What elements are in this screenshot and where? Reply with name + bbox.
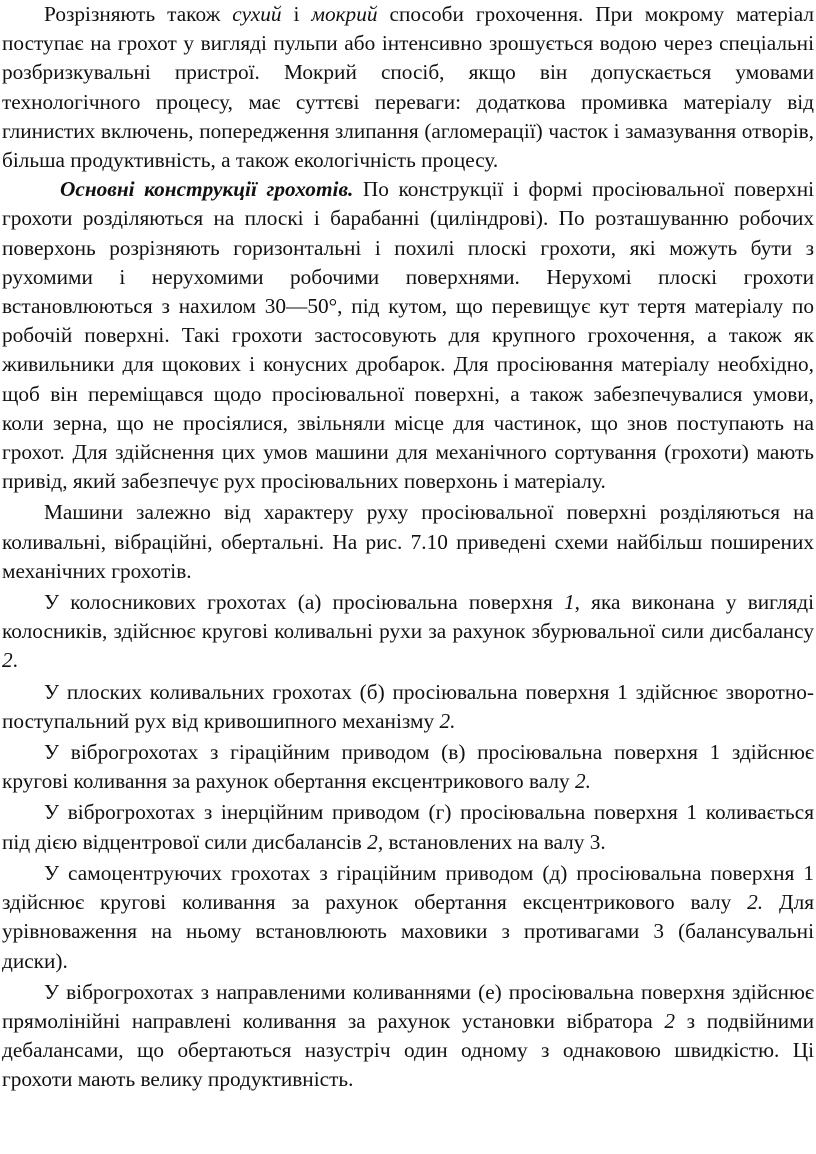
section-heading: Основні конструкції грохотів.: [60, 177, 354, 202]
italic-number: 2.: [575, 769, 591, 794]
text-span: По конструкції і формі просіювальної поверхні грохоти розділяються на плоскі і барабанні (циліндрові). По розташуванню робочих поверхонь розрізняють горизонтальні і похилі плоскі грохоти, які можуть бути з рухомими і нерухомими робочими поверхнями. Нерухомі плоскі грохоти встановлюються з нахилом 30—50°, під кутом, що перевищує кут тертя матеріалу по робочій поверхні. Такі грохоти застосовують для крупного грохочення, а також як живильники для щокових і конусних дробарок. Для просіювання матеріалу необхідно, щоб він переміщався щодо просіювальної поверхні, а також забезпечувалися умови, коли зерна, що не просіялися, звільняли місце для частинок, що знов поступають на грохот. Для здійснення цих умов машини для механічного сортування (грохоти) мають привід, який забезпечує рух просіювальних поверхонь і матеріалу.: [2, 177, 815, 494]
italic-term-dry: сухий: [232, 2, 282, 26]
italic-number: 2,: [367, 829, 384, 854]
italic-number: 2: [664, 1008, 676, 1033]
document-page: [2, 0, 814, 1095]
italic-term-wet: мокрий: [311, 2, 378, 26]
text-span: Для урівноваження на ньому встановлюють маховики з противагами 3 (балансувальні диски).: [2, 890, 814, 973]
text-span: Розрізняють також: [44, 2, 233, 26]
text-span: з подвійними дебалансами, що обертаються назустріч один одному з однаковою швидкістю. Ці грохоти мають велику продуктивність.: [2, 1008, 815, 1092]
italic-number: 2.: [439, 708, 456, 733]
text-span: і: [281, 2, 312, 26]
text-span: У колосникових грохотах (а) просіювальна поверхня: [44, 590, 564, 615]
text-span: способи грохочення. При мокрому матеріал поступає на грохот у вигляді пульпи або інтенсивно зрошується водою через спеціальні розбризкувальні пристрої. Мокрий спосіб, якщо він допускається умовами технологічного процесу, має суттєві переваги: додаткова промивка матеріалу від глинистих включень, попередження злипання (агломерації) часток і замазування отворів, більша продуктивність, а також екологічність процесу.: [2, 2, 814, 173]
paragraph-grizzly-screens: [2, 588, 814, 676]
italic-number: 1: [563, 590, 575, 615]
paragraph-motion-types: [2, 498, 814, 586]
paragraph-self-centering-screens: [2, 859, 814, 976]
paragraph-gyratory-vibro-screens: [2, 738, 814, 796]
text-span: , яка виконана у вигляді колосників, здійснює кругові коливальні рухи за рахунок збурювальної сили дисбалансу: [2, 590, 815, 644]
text-span: У віброгрохотах з направленими коливаннями (е) просіювальна поверхня здійснює прямолінійні направлені коливання за рахунок установки вібратора: [2, 979, 814, 1033]
italic-number: 2: [2, 648, 13, 673]
paragraph-flat-oscillating-screens: [2, 678, 814, 736]
italic-number: 2.: [747, 890, 764, 915]
text-span: У віброгрохотах з інерційним приводом (г) просіювальна поверхня 1 коливається під дією відцентрової сили дисбалансів: [2, 800, 814, 854]
paragraph-screening-methods: [2, 0, 814, 175]
paragraph-inertial-vibro-screens: [2, 798, 814, 856]
paragraph-directional-vibro-screens: [2, 978, 814, 1095]
text-span: Машини залежно від характеру руху просіювальної поверхні розділяються на коливальні, вібраційні, обертальні. На рис. 7.10 приведені схеми найбільш поширених механічних грохотів.: [2, 500, 814, 583]
text-span: У самоцентруючих грохотах з гіраційним приводом (д) просіювальна поверхня 1 здійснює кругові коливання за рахунок обертання ексцентрикового валу: [2, 860, 814, 915]
text-span: встановлених на валу 3.: [383, 829, 606, 854]
text-span: У віброгрохотах з гіраційним приводом (в) просіювальна поверхня 1 здійснює кругові коливання за рахунок обертання ексцентрикового валу: [2, 740, 814, 794]
paragraph-screen-designs: [2, 175, 814, 496]
text-span: .: [12, 648, 18, 673]
text-span: У плоских коливальних грохотах (б) просіювальна поверхня 1 здійснює зворотно-поступальний рух від кривошипного механізму: [2, 679, 814, 733]
